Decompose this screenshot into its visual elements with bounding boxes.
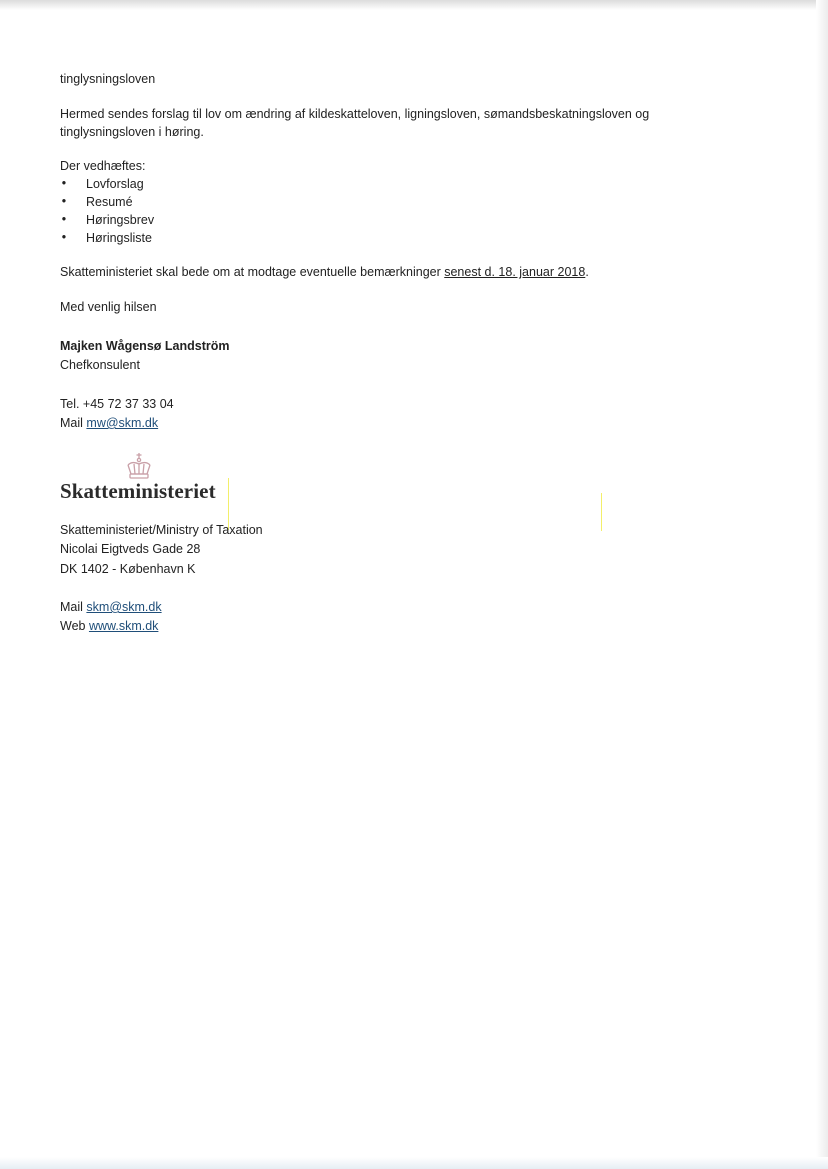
- attachment-item: Høringsbrev: [86, 213, 155, 227]
- crown-icon: [124, 452, 154, 482]
- signer-title: Chefkonsulent: [60, 358, 140, 372]
- org-mail-line: [60, 599, 162, 615]
- org-city-line: DK 1402 - København K: [60, 562, 196, 576]
- ministry-wordmark: Skatteministeriet: [60, 479, 216, 503]
- bullet-dot: •: [61, 212, 67, 226]
- signer-name: Majken Wågensø Landström: [60, 339, 230, 353]
- deadline-prefix: Skatteministeriet skal bede om at modtage eventuelle bemærkninger: [60, 265, 445, 279]
- bullet-dot: •: [61, 194, 67, 208]
- mail-label: Mail: [60, 416, 87, 430]
- org-web-line: [60, 618, 158, 634]
- scan-bottom-edge: [0, 1157, 828, 1169]
- closing-greeting: Med venlig hilsen: [60, 300, 157, 314]
- deadline-date: senest d. 18. januar 2018: [444, 265, 586, 279]
- attachment-item: Lovforslag: [86, 177, 144, 191]
- org-web-label: Web: [60, 619, 89, 633]
- intro-line-2: tinglysningsloven i høring.: [60, 125, 204, 139]
- org-email-link[interactable]: skm@skm.dk: [86, 600, 162, 614]
- org-mail-label: Mail: [60, 600, 87, 614]
- scan-highlight-mark: [601, 493, 602, 531]
- signer-mail-line: [60, 415, 158, 431]
- attachments-label: Der vedhæftes:: [60, 159, 146, 173]
- org-address-line: Nicolai Eigtveds Gade 28: [60, 542, 201, 556]
- scan-right-edge: [816, 0, 828, 1169]
- attachment-item: Resumé: [86, 195, 133, 209]
- intro-line-1: Hermed sendes forslag til lov om ændring af kildeskatteloven, ligningsloven, sømandsbeskatningsloven og: [60, 107, 650, 121]
- bullet-dot: •: [61, 176, 67, 190]
- deadline-sentence: [60, 264, 589, 280]
- subject-line: tinglysningsloven: [60, 72, 156, 86]
- org-website-link[interactable]: www.skm.dk: [88, 619, 159, 633]
- scan-top-edge: [0, 0, 828, 10]
- signer-email-link[interactable]: mw@skm.dk: [86, 416, 159, 430]
- phone-line: Tel. +45 72 37 33 04: [60, 397, 174, 411]
- org-name-line: Skatteministeriet/Ministry of Taxation: [60, 523, 263, 537]
- deadline-suffix: .: [585, 265, 589, 279]
- attachment-item: Høringsliste: [86, 231, 152, 245]
- bullet-dot: •: [61, 230, 67, 244]
